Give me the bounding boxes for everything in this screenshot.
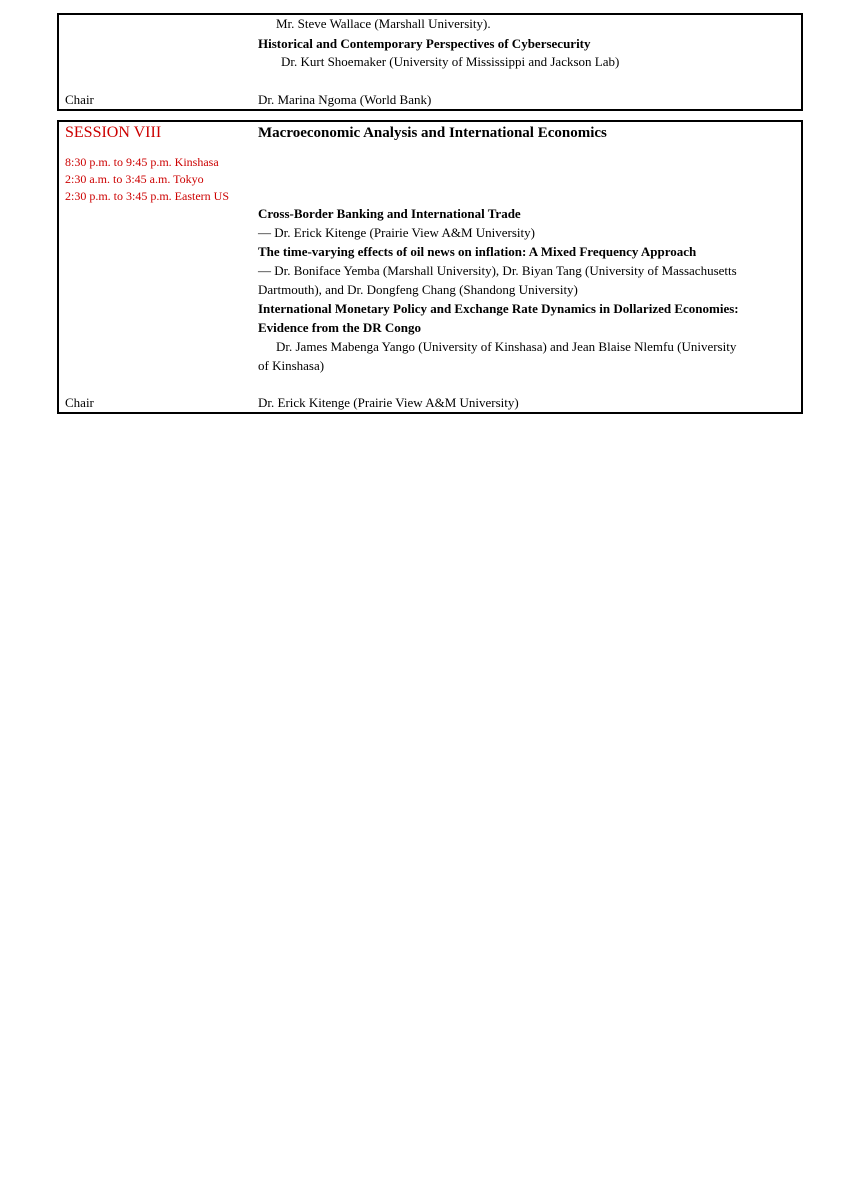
paper-title: Historical and Contemporary Perspectives of Cybersecurity	[258, 36, 591, 51]
paper-author-line: Dr. Kurt Shoemaker (University of Mississippi and Jackson Lab)	[281, 54, 620, 69]
paper-title: Evidence from the DR Congo	[258, 320, 421, 335]
paper-author-line: — Dr. Erick Kitenge (Prairie View A&M University)	[258, 225, 535, 240]
session-time-eastern-us: 2:30 p.m. to 3:45 p.m. Eastern US	[65, 189, 229, 203]
paper-title: The time-varying effects of oil news on inflation: A Mixed Frequency Approach	[258, 244, 697, 259]
chair-name: Dr. Erick Kitenge (Prairie View A&M University)	[258, 395, 519, 410]
paper-author-line: Dr. James Mabenga Yango (University of Kinshasa) and Jean Blaise Nlemfu (University	[276, 339, 737, 354]
paper-title: International Monetary Policy and Exchange Rate Dynamics in Dollarized Economies:	[258, 301, 739, 316]
session-title: Macroeconomic Analysis and International Economics	[258, 125, 607, 141]
paper-author-line: — Dr. Boniface Yemba (Marshall University), Dr. Biyan Tang (University of Massachusetts	[258, 263, 737, 278]
chair-label: Chair	[65, 92, 94, 107]
chair-name: Dr. Marina Ngoma (World Bank)	[258, 92, 432, 107]
session-time-kinshasa: 8:30 p.m. to 9:45 p.m. Kinshasa	[65, 155, 219, 169]
session-label: SESSION VIII	[65, 124, 162, 141]
paper-author-line: Mr. Steve Wallace (Marshall University).	[276, 16, 491, 31]
paper-author-line: Dartmouth), and Dr. Dongfeng Chang (Shandong University)	[258, 282, 578, 297]
paper-author-line: of Kinshasa)	[258, 358, 325, 373]
chair-label: Chair	[65, 395, 94, 410]
paper-title: Cross-Border Banking and International Trade	[258, 206, 521, 221]
session-time-tokyo: 2:30 a.m. to 3:45 a.m. Tokyo	[65, 172, 204, 186]
